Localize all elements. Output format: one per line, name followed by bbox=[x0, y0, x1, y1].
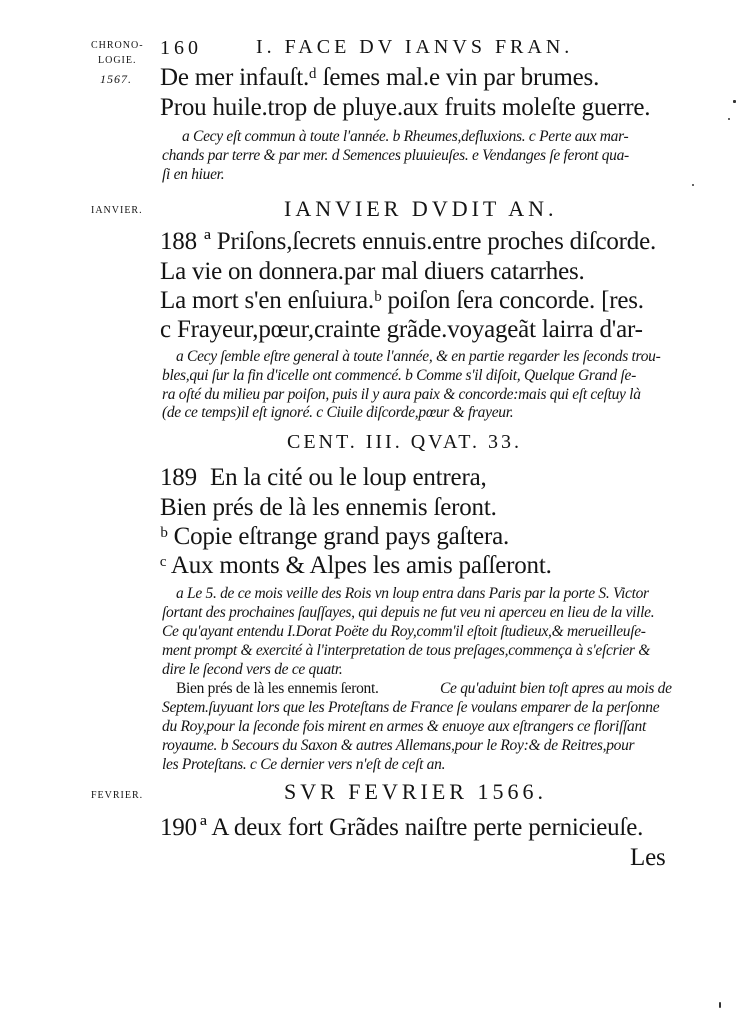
note-line: ment prompt & exercité à l'interpretation de tous preſages,commença à s'eſcrier & bbox=[162, 642, 650, 659]
verse-line: En la cité ou le loup entrera, bbox=[210, 464, 487, 491]
section-heading: CENT. III. QVAT. 33. bbox=[287, 431, 522, 453]
note-line: a Cecy eſt commun à toute l'année. b Rheumes,defluxions. c Perte aux mar- bbox=[182, 128, 629, 145]
verse-line: Bien prés de là les ennemis ſeront. bbox=[160, 494, 497, 521]
ink-speck bbox=[719, 1002, 721, 1008]
running-title: I. FACE DV IANVS FRAN. bbox=[256, 36, 574, 58]
note-line: les Proteſtans. c Ce dernier vers n'eſt de ceſt an. bbox=[162, 756, 446, 773]
verse-line: La mort s'en enſuiura.ᵇ poiſon ſera concorde. [res. bbox=[160, 287, 644, 314]
note-line: ſortant des prochaines ſauſſayes, qui depuis ne fut veu ni aperceu en lieu de la ville. bbox=[162, 604, 655, 621]
margin-label-chronologie-1: CHRONO- bbox=[91, 40, 144, 51]
margin-label-janvier: IANVIER. bbox=[91, 205, 143, 216]
margin-label-fevrier: FEVRIER. bbox=[91, 790, 144, 801]
catchword: Les bbox=[630, 844, 666, 871]
note-line: Ce qu'ayant entendu I.Dorat Poëte du Roy,comm'il eſtoit ſtudieux,& merueilleuſe- bbox=[162, 623, 646, 640]
note-line: ſi en hiuer. bbox=[162, 166, 225, 183]
quatrain-number: 188 bbox=[160, 228, 197, 255]
verse-line: c Frayeur,pœur,crainte grãde.voyageãt lairra d'ar- bbox=[160, 316, 643, 343]
note-line: chands par terre & par mer. d Semences pluuieuſes. e Vendanges ſe feront qua- bbox=[162, 147, 629, 164]
note-line: a Le 5. de ce mois veille des Rois vn loup entra dans Paris par la porte S. Victor bbox=[176, 585, 649, 602]
note-line: du Roy,pour la ſeconde fois mirent en armes & enuoye aux eſtrangers ce floriſſant bbox=[162, 718, 646, 735]
verse-line: De mer infauſt.ᵈ ſemes mal.e vin par brumes. bbox=[160, 64, 600, 91]
section-heading: SVR FEVRIER 1566. bbox=[284, 779, 547, 804]
ink-speck bbox=[692, 184, 694, 186]
margin-label-chronologie-2: LOGIE. bbox=[98, 55, 137, 66]
note-line: Septem.ſuyuant lors que les Proteſtans de France ſe voulans emparer de la perſonne bbox=[162, 699, 660, 716]
note-line: ra oſté du milieu par poiſon, puis il y aura paix & concorde:mais qui eſt ceſtuy là bbox=[162, 386, 641, 403]
note-line: royaume. b Secours du Saxon & autres Allemans,pour le Roy:& de Reitres,pour bbox=[162, 737, 635, 754]
note-line: dire le ſecond vers de ce quatr. bbox=[162, 661, 343, 678]
section-heading: IANVIER DVDIT AN. bbox=[284, 196, 558, 221]
note-line: Ce qu'aduint bien toſt apres au mois de bbox=[440, 680, 672, 697]
year-margin: 1567. bbox=[100, 72, 132, 86]
verse-line: ᶜ Aux monts & Alpes les amis paſſeront. bbox=[160, 552, 552, 579]
verse-line: Prou huile.trop de pluye.aux fruits moleſte guerre. bbox=[160, 94, 651, 121]
verse-line: La vie on donnera.par mal diuers catarrhes. bbox=[160, 258, 585, 285]
note-line: (de ce temps)il eſt ignoré. c Ciuile diſcorde,pœur & frayeur. bbox=[162, 404, 514, 421]
ink-speck bbox=[728, 118, 730, 120]
verse-line: ª A deux fort Grãdes naiſtre perte pernicieuſe. bbox=[200, 814, 644, 841]
verse-line: ᵇ Copie eſtrange grand pays gaſtera. bbox=[160, 523, 510, 550]
quatrain-number: 190 bbox=[160, 814, 197, 841]
verse-line: ª Priſons,ſecrets ennuis.entre proches diſcorde. bbox=[204, 228, 657, 255]
note-line: a Cecy ſemble eſtre general à toute l'année, & en partie regarder les ſeconds trou- bbox=[176, 348, 661, 365]
quoted-verse: Bien prés de là les ennemis ſeront. bbox=[176, 680, 379, 697]
note-line: bles,qui ſur la fin d'icelle ont commencé. b Comme s'il diſoit, Quelque Grand ſe- bbox=[162, 367, 636, 384]
page-number: 160 bbox=[160, 37, 202, 59]
quatrain-number: 189 bbox=[160, 464, 197, 491]
ink-speck bbox=[733, 100, 736, 103]
